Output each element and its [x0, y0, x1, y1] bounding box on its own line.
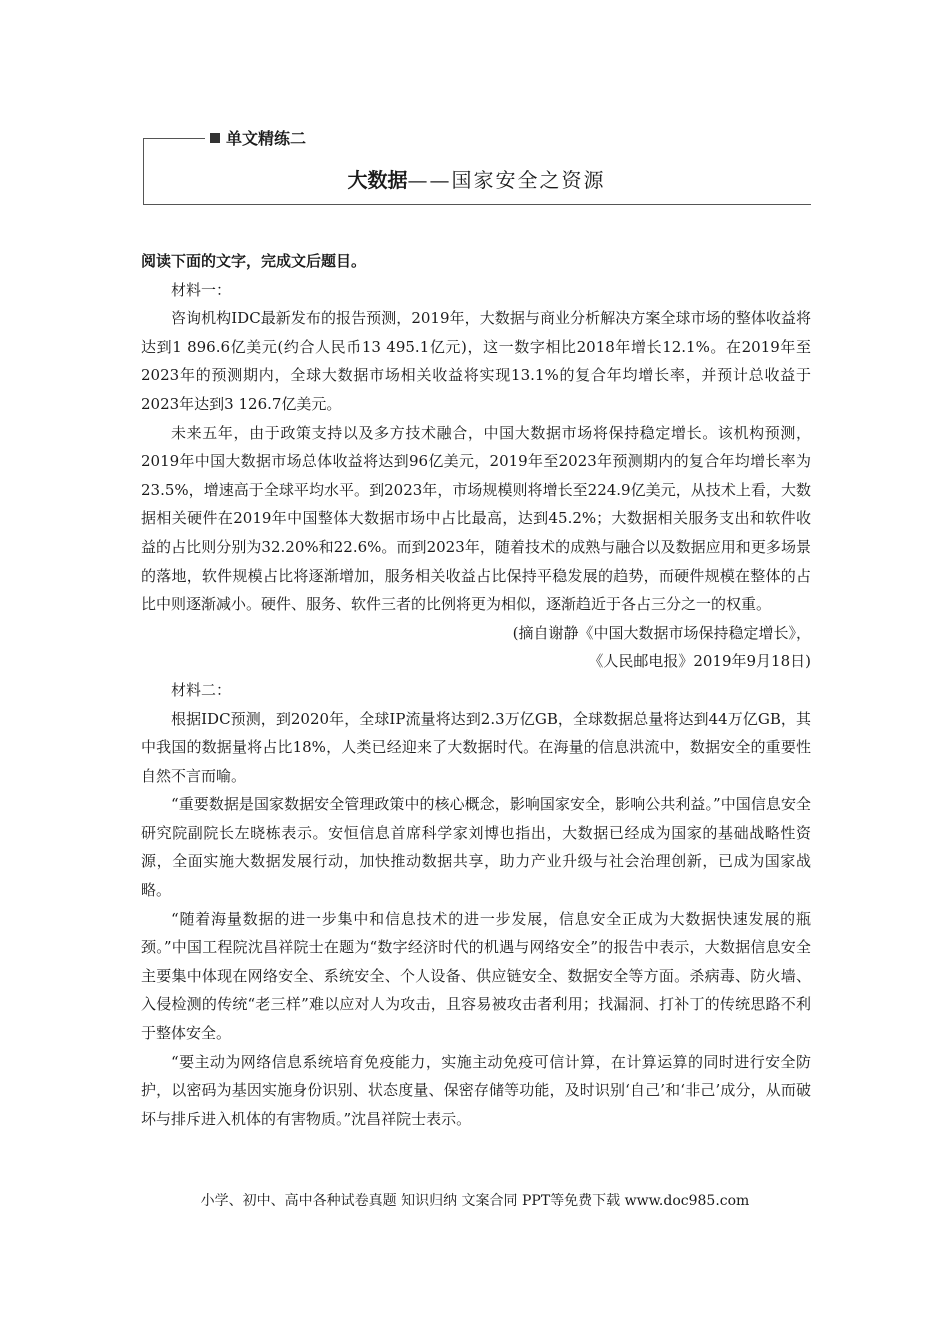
header-topline [143, 138, 205, 139]
title-main: 大数据 [347, 168, 408, 192]
material-1-paragraph-2: 未来五年，由于政策支持以及多方技术融合，中国大数据市场将保持稳定增长。该机构预测，2019年中国大数据市场总体收益将达到96亿美元，2019年至2023年预测期内的复合年均增长率为23.5%，增速高于全球平均水平。到2023年，市场规模则将增长至224.9亿美元，从技术上看，大数据相关硬件在2019年中国整体大数据市场中占比最高，达到45.2%；大数据相关服务支出和软件收益的占比则分别为32.20%和22.6%。而到2023年，随着技术的成熟与融合以及数据应用和更多场景的落地，软件规模占比将逐渐增加，服务相关收益占比保持平稳发展的趋势，而硬件规模在整体的占比中则逐渐减小。硬件、服务、软件三者的比例将更为相似，逐渐趋近于各占三分之一的权重。 [141, 423, 811, 614]
square-bullet-icon [210, 133, 220, 143]
title-dash: —— [407, 168, 452, 192]
material-1-paragraph-1: 咨询机构IDC最新发布的报告预测，2019年，大数据与商业分析解决方案全球市场的整体收益将达到1 896.6亿美元(约合人民币13 495.1亿元)，这一数字相比2018年增长12.1%。在2019年至2023年的预测期内，全球大数据市场相关收益将实现13.1%的复合年均增长率，并预计总收益于2023年达到3 126.7亿美元。 [141, 309, 811, 413]
material-1-label: 材料一： [171, 280, 232, 299]
material-1-source-line-2: 《人民邮电报》2019年9月18日) [588, 652, 811, 671]
material-1-source-line-1: (摘自谢静《中国大数据市场保持稳定增长》， [512, 623, 811, 642]
page-footer: 小学、初中、高中各种试卷真题 知识归纳 文案合同 PPT等免费下载 www.doc985.com [200, 1193, 750, 1209]
instruction-text: 阅读下面的文字，完成文后题目。 [141, 252, 367, 270]
section-label-text: 单文精练二 [226, 129, 307, 148]
section-label [210, 127, 306, 151]
material-2-paragraph-2: “重要数据是国家数据安全管理政策中的核心概念，影响国家安全，影响公共利益。”中国信息安全研究院副院长左晓栋表示。安恒信息首席科学家刘博也指出，大数据已经成为国家的基础战略性资源，全面实施大数据发展行动，加快推动数据共享，助力产业升级与社会治理创新，已成为国家战略。 [141, 795, 811, 900]
document-title [143, 164, 810, 196]
material-2-paragraph-1: 根据IDC预测，到2020年，全球IP流量将达到2.3万亿GB，全球数据总量将达到44万亿GB，其中我国的数据量将占比18%，人类已经迎来了大数据时代。在海量的信息洪流中，数据安全的重要性自然不言而喻。 [141, 709, 811, 785]
document-body [141, 247, 811, 1133]
title-subtitle: 国家安全之资源 [451, 168, 606, 192]
material-2-paragraph-4: “要主动为网络信息系统培育免疫能力，实施主动免疫可信计算，在计算运算的同时进行安全防护，以密码为基因实施身份识别、状态度量、保密存储等功能，及时识别‘自己’和‘非己’成分，从而破坏与排斥进入机体的有害物质。”沈昌祥院士表示。 [141, 1052, 811, 1128]
material-2-paragraph-3: “随着海量数据的进一步集中和信息技术的进一步发展，信息安全正成为大数据快速发展的瓶颈。”中国工程院沈昌祥院士在题为“数字经济时代的机遇与网络安全”的报告中表示，大数据信息安全主要集中体现在网络安全、系统安全、个人设备、供应链安全、数据安全等方面。杀病毒、防火墙、入侵检测的传统“老三样”难以应对人为攻击，且容易被攻击者利用；找漏洞、打补丁的传统思路不利于整体安全。 [141, 909, 811, 1043]
material-2-label: 材料二： [171, 680, 232, 699]
